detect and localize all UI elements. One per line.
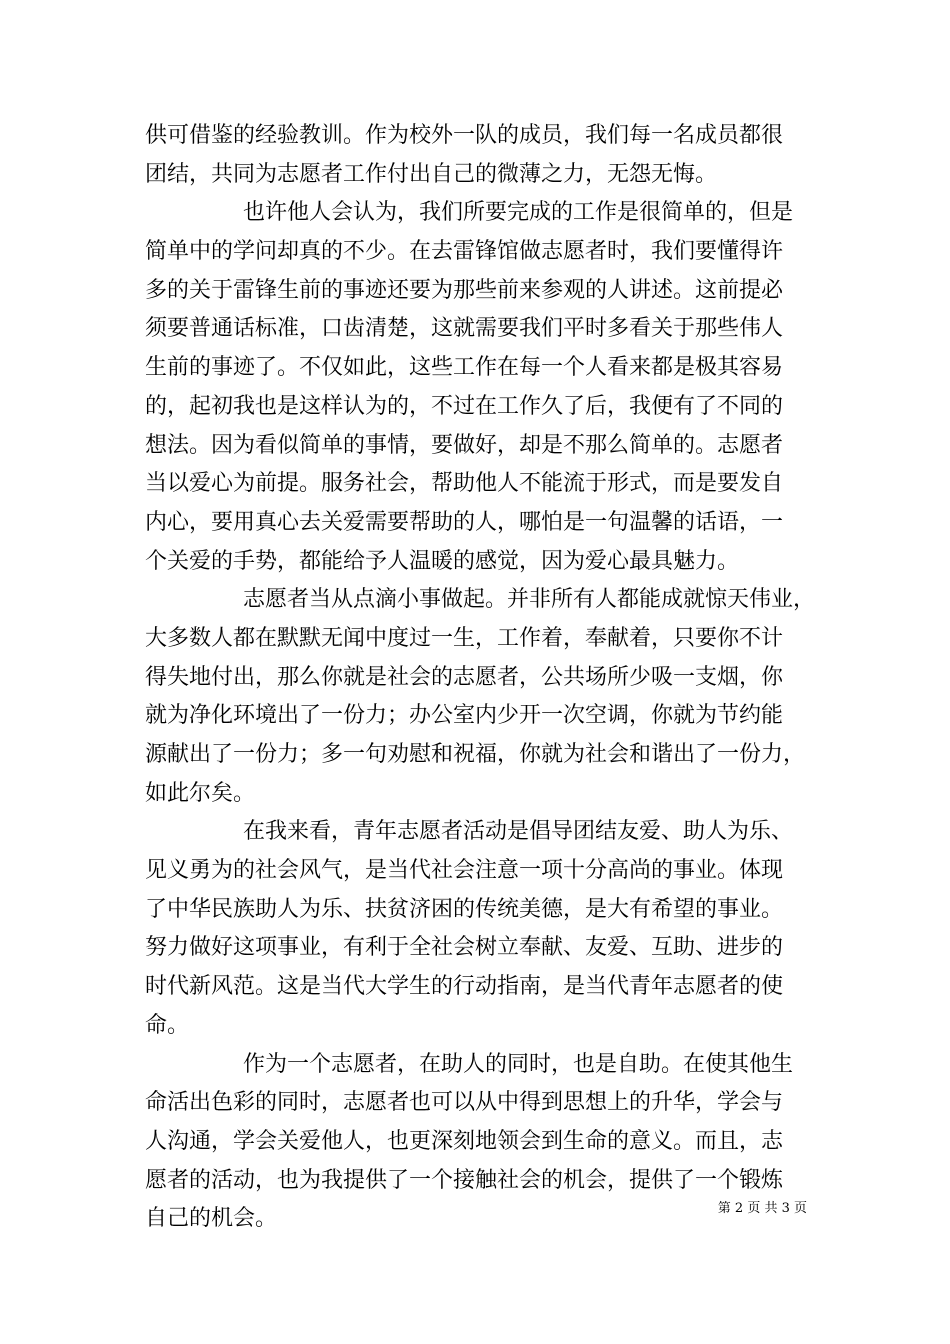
text-line: 多的关于雷锋生前的事迹还要为那些前来参观的人讲述。这前提必	[145, 277, 784, 303]
text-line: 内心，要用真心去关爱需要帮助的人，哪怕是一句温馨的话语，一	[145, 509, 784, 535]
paragraph	[145, 1046, 808, 1239]
text-line: 作为一个志愿者，在助人的同时，也是自助。在使其他生	[243, 1051, 794, 1077]
text-line: 源献出了一份力；多一句劝慰和祝福，你就为社会和谐出了一份力，	[145, 742, 806, 767]
text-line: 命。	[145, 1012, 190, 1038]
text-line: 个关爱的手势，都能给予人温暖的感觉，因为爱心最具魅力。	[145, 548, 740, 574]
text-line: 命活出色彩的同时，志愿者也可以从中得到思想上的升华，学会与	[145, 1090, 784, 1116]
paragraph	[145, 194, 808, 581]
text-line: 简单中的学问却真的不少。在去雷锋馆做志愿者时，我们要懂得许	[145, 239, 784, 265]
text-line: 志愿者当从点滴小事做起。并非所有人都能成就惊天伟业，	[243, 587, 816, 613]
text-line: 得失地付出，那么你就是社会的志愿者，公共场所少吸一支烟，你	[145, 664, 784, 690]
text-line: 见义勇为的社会风气，是当代社会注意一项十分高尚的事业。体现	[145, 858, 784, 884]
text-line: 如此尔矣。	[145, 780, 256, 806]
text-line: 供可借鉴的经验教训。作为校外一队的成员，我们每一名成员都很	[145, 123, 784, 148]
text-line: 时代新风范。这是当代大学生的行动指南，是当代青年志愿者的使	[145, 974, 784, 1000]
text-line: 须要普通话标准，口齿清楚，这就需要我们平时多看关于那些伟人	[145, 316, 784, 342]
text-line: 了中华民族助人为乐、扶贫济困的传统美德，是大有希望的事业。	[145, 896, 784, 922]
text-container	[145, 117, 816, 1239]
text-line: 的，起初我也是这样认为的，不过在工作久了后，我便有了不同的	[145, 393, 784, 419]
text-line: 想法。因为看似简单的事情，要做好，却是不那么简单的。志愿者	[145, 432, 784, 458]
text-line: 也许他人会认为，我们所要完成的工作是很简单的，但是	[243, 200, 794, 226]
text-line: 就为净化环境出了一份力；办公室内少开一次空调，你就为节约能	[145, 703, 784, 729]
text-line: 人沟通，学会关爱他人，也更深刻地领会到生命的意义。而且，志	[145, 1128, 784, 1154]
text-line: 当以爱心为前提。服务社会，帮助他人不能流于形式，而是要发自	[145, 471, 784, 497]
document-body	[145, 117, 816, 1239]
paragraph	[145, 813, 808, 1045]
paragraph	[145, 581, 816, 813]
text-line: 团结，共同为志愿者工作付出自己的微薄之力，无怨无悔。	[145, 161, 718, 187]
page-number-footer: 第 2 页 共 3 页	[717, 1201, 807, 1216]
paragraph	[145, 117, 808, 194]
text-line: 愿者的活动，也为我提供了一个接触社会的机会，提供了一个锻炼	[145, 1167, 784, 1193]
text-line: 努力做好这项事业，有利于全社会树立奉献、友爱、互助、进步的	[145, 935, 784, 961]
text-line: 在我来看，青年志愿者活动是倡导团结友爱、助人为乐、	[243, 819, 794, 845]
text-line: 大多数人都在默默无闻中度过一生，工作着，奉献着，只要你不计	[145, 625, 784, 651]
text-line: 生前的事迹了。不仅如此，这些工作在每一个人看来都是极其容易	[145, 355, 784, 381]
text-line: 自己的机会。	[145, 1206, 278, 1232]
